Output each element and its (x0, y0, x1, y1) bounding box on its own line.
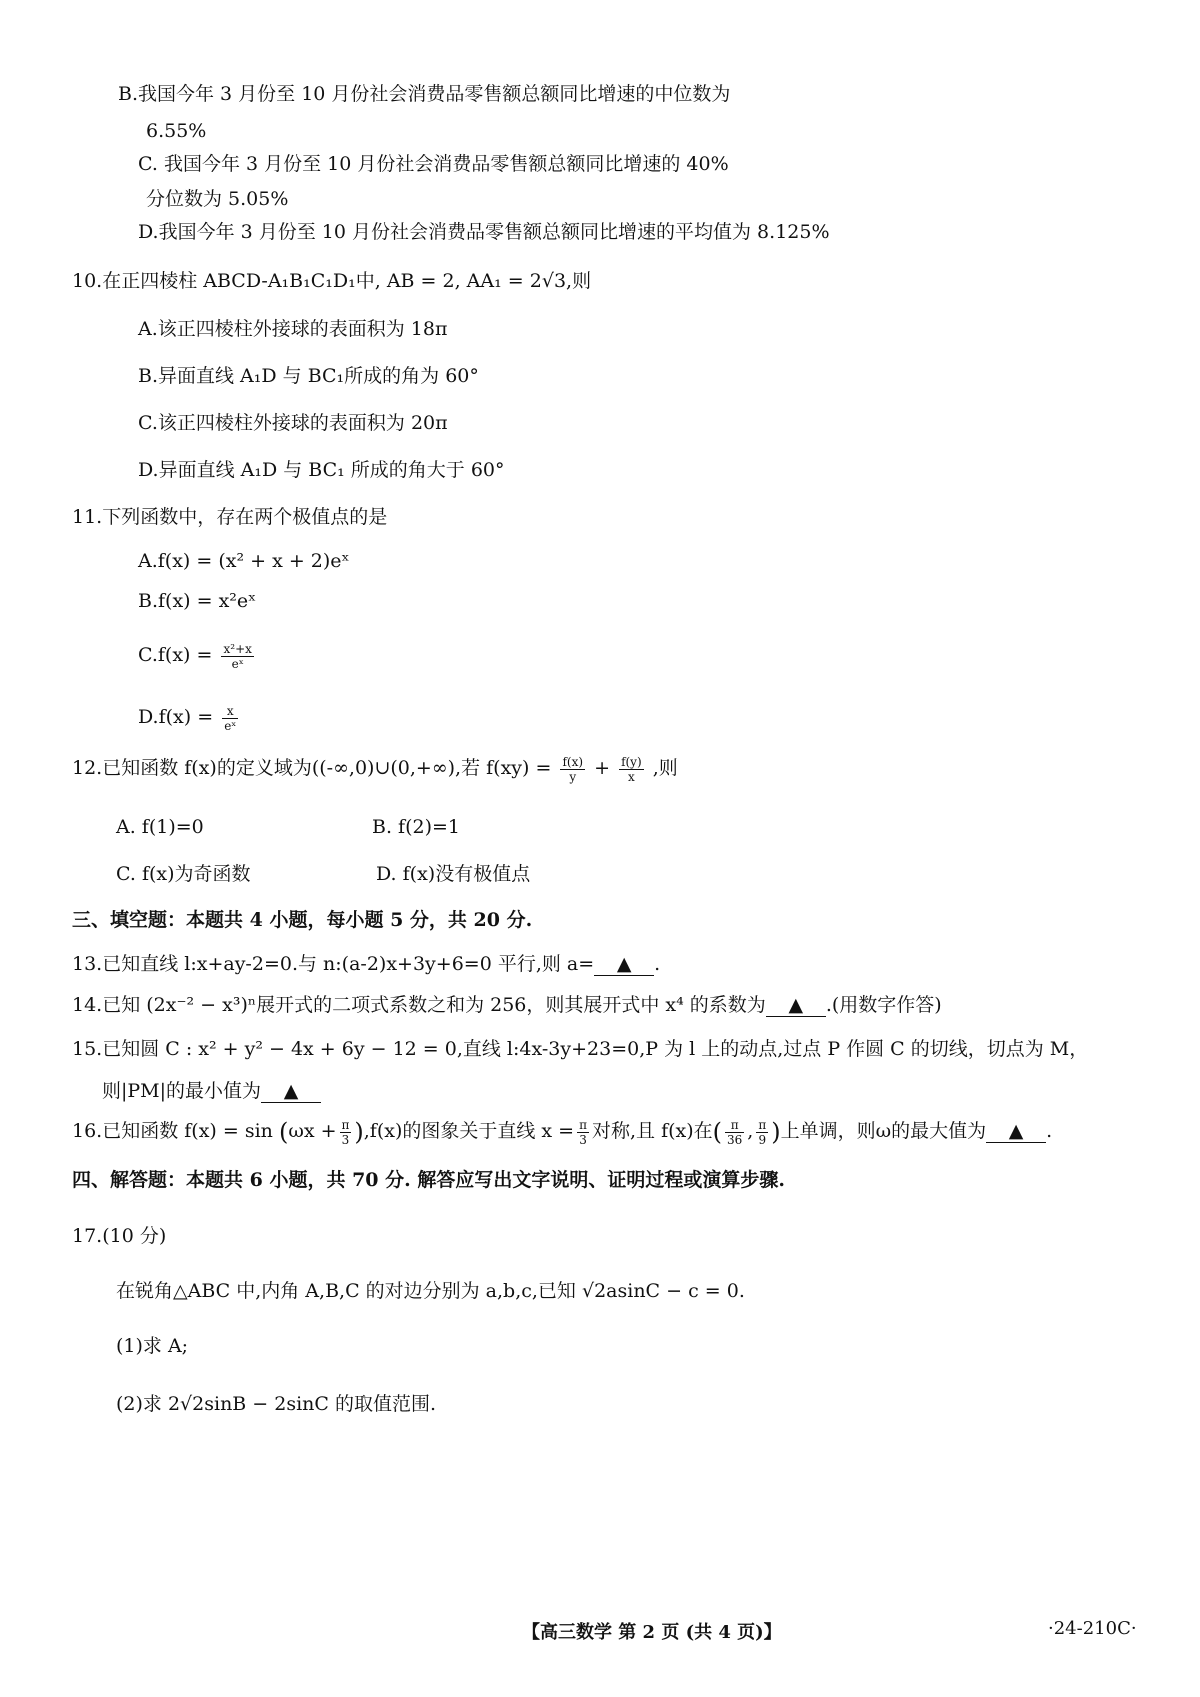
q10-stem: 10.在正四棱柱 ABCD-A₁B₁C₁D₁中, AB = 2, AA₁ = 2√3,则 (72, 270, 592, 292)
q9-option-c-line1: C. 我国今年 3 月份至 10 月份社会消费品零售额总额同比增速的 40% (138, 153, 729, 175)
section-4-heading: 四、解答题：本题共 6 小题，共 70 分. 解答应写出文字说明、证明过程或演算步骤. (72, 1169, 785, 1191)
q13-stem: 13.已知直线 l:x+ay-2=0.与 n:(a-2)x+3y+6=0 平行,则 a= (72, 953, 595, 975)
q15-line2 (102, 1077, 321, 1105)
q12-option-c: C. f(x)为奇函数 (116, 863, 251, 885)
q16-interval-comma: , (747, 1120, 754, 1142)
q12-option-a: A. f(1)=0 (116, 816, 204, 838)
q16-stem-pre: 16.已知函数 f(x) = sin (72, 1120, 273, 1142)
q13-answer-blank[interactable]: ▲ (594, 953, 654, 976)
q17-label: 17.(10 分) (72, 1225, 167, 1247)
q16-interval-open: ( (712, 1118, 723, 1146)
page-footer: 【高三数学 第 2 页 (共 4 页)】 (522, 1622, 782, 1643)
q16-axis-denominator: 3 (579, 1132, 587, 1147)
q17-part-1: (1)求 A; (116, 1335, 189, 1357)
q11-option-c-fraction (221, 642, 253, 671)
section-3-heading: 三、填空题：本题共 4 小题，每小题 5 分，共 20 分. (72, 909, 533, 931)
q11-option-d-fraction (222, 704, 238, 733)
q16-interval-right-denominator: 9 (758, 1132, 767, 1147)
q16-answer-blank[interactable]: ▲ (986, 1120, 1046, 1143)
q16-open-paren: ( (278, 1118, 289, 1146)
q16-arg-pre: ωx + (288, 1120, 337, 1142)
q11-option-d-denominator: eˣ (224, 718, 237, 733)
q16-axis-numerator: π (579, 1117, 587, 1132)
q14-answer-blank[interactable]: ▲ (766, 994, 826, 1017)
q11-option-b: B.f(x) = x²eˣ (138, 590, 257, 612)
q15-stem-pre: 则|PM|的最小值为 (102, 1080, 262, 1102)
q16 (72, 1117, 1052, 1147)
q9-option-b-line1: B.我国今年 3 月份至 10 月份社会消费品零售额总额同比增速的中位数为 (118, 83, 731, 105)
q16-interval-left-numerator: π (725, 1118, 744, 1133)
q12-fraction-fy-over-x (619, 755, 644, 784)
q17-part-2: (2)求 2√2sinB − 2sinC 的取值范围. (116, 1393, 437, 1415)
q16-stem-mid2: 对称,且 f(x)在 (591, 1120, 713, 1142)
q12-fraction-1-denominator: y (569, 769, 577, 784)
q16-stem-end: . (1046, 1120, 1053, 1142)
q14 (72, 991, 942, 1019)
q16-interval-left (725, 1118, 744, 1147)
q9-option-d: D.我国今年 3 月份至 10 月份社会消费品零售额总额同比增速的平均值为 8.125% (138, 221, 830, 243)
q16-interval-right (756, 1118, 768, 1147)
q13 (72, 950, 660, 978)
q11-option-c-numerator: x²+x (223, 641, 252, 656)
q16-axis-fraction (577, 1118, 589, 1147)
paper-code: ·24-210C· (1048, 1618, 1137, 1639)
q12-stem-pre: 12.已知函数 f(x)的定义域为((-∞,0)∪(0,+∞),若 f(xy) = (72, 757, 552, 779)
q12-fraction-2-denominator: x (627, 769, 635, 784)
q12-stem-post: ,则 (652, 757, 678, 779)
q10-option-b: B.异面直线 A₁D 与 BC₁所成的角为 60° (138, 365, 479, 387)
q11-option-c (138, 641, 257, 671)
q11-option-d (138, 703, 241, 733)
q9-option-b-line2: 6.55% (146, 120, 207, 142)
q12-fraction-2-numerator: f(y) (621, 754, 642, 769)
q14-stem: 14.已知 (2x⁻² − x³)ⁿ展开式的二项式系数之和为 256，则其展开式中 x⁴ 的系数为 (72, 994, 766, 1016)
q12-fraction-1-numerator: f(x) (562, 754, 584, 769)
q16-phase-denominator: 3 (341, 1132, 350, 1147)
q12-fraction-fx-over-y (560, 755, 585, 784)
q16-interval-right-numerator: π (758, 1117, 767, 1132)
q12-option-d: D. f(x)没有极值点 (376, 863, 531, 885)
q11-stem: 11.下列函数中，存在两个极值点的是 (72, 506, 388, 528)
q12-plus-sign: + (594, 757, 611, 779)
q11-option-d-numerator: x (222, 704, 238, 719)
q16-interval-close: ) (771, 1118, 781, 1146)
q16-interval-left-denominator: 36 (727, 1132, 743, 1147)
q16-phase-fraction (340, 1118, 352, 1147)
q11-option-c-label: C.f(x) = (138, 644, 213, 666)
q16-phase-numerator: π (341, 1117, 350, 1132)
q9-option-c-line2: 分位数为 5.05% (146, 188, 289, 210)
q10-option-c: C.该正四棱柱外接球的表面积为 20π (138, 412, 448, 434)
q16-stem-mid1: ,f(x)的图象关于直线 x = (363, 1120, 575, 1142)
q15-answer-blank[interactable]: ▲ (261, 1080, 321, 1103)
q15-line1: 15.已知圆 C : x² + y² − 4x + 6y − 12 = 0,直线 l:4x-3y+23=0,P 为 l 上的动点,过点 P 作圆 C 的切线，切点为 M， (72, 1038, 1089, 1060)
q16-stem-mid3: 上单调，则ω的最大值为 (780, 1120, 987, 1142)
q11-option-a: A.f(x) = (x² + x + 2)eˣ (138, 550, 350, 572)
q11-option-c-denominator: eˣ (231, 656, 244, 671)
q13-stem-end: . (654, 953, 661, 975)
q10-option-d: D.异面直线 A₁D 与 BC₁ 所成的角大于 60° (138, 459, 505, 481)
q17-stem: 在锐角△ABC 中,内角 A,B,C 的对边分别为 a,b,c,已知 √2asinC − c = 0. (116, 1280, 745, 1302)
q10-option-a: A.该正四棱柱外接球的表面积为 18π (138, 318, 448, 340)
q11-option-d-label: D.f(x) = (138, 706, 214, 728)
q12-stem (72, 754, 678, 784)
q12-option-b: B. f(2)=1 (372, 816, 460, 838)
q14-stem-end: .(用数字作答) (825, 994, 942, 1016)
q16-close-paren: ) (354, 1118, 364, 1146)
